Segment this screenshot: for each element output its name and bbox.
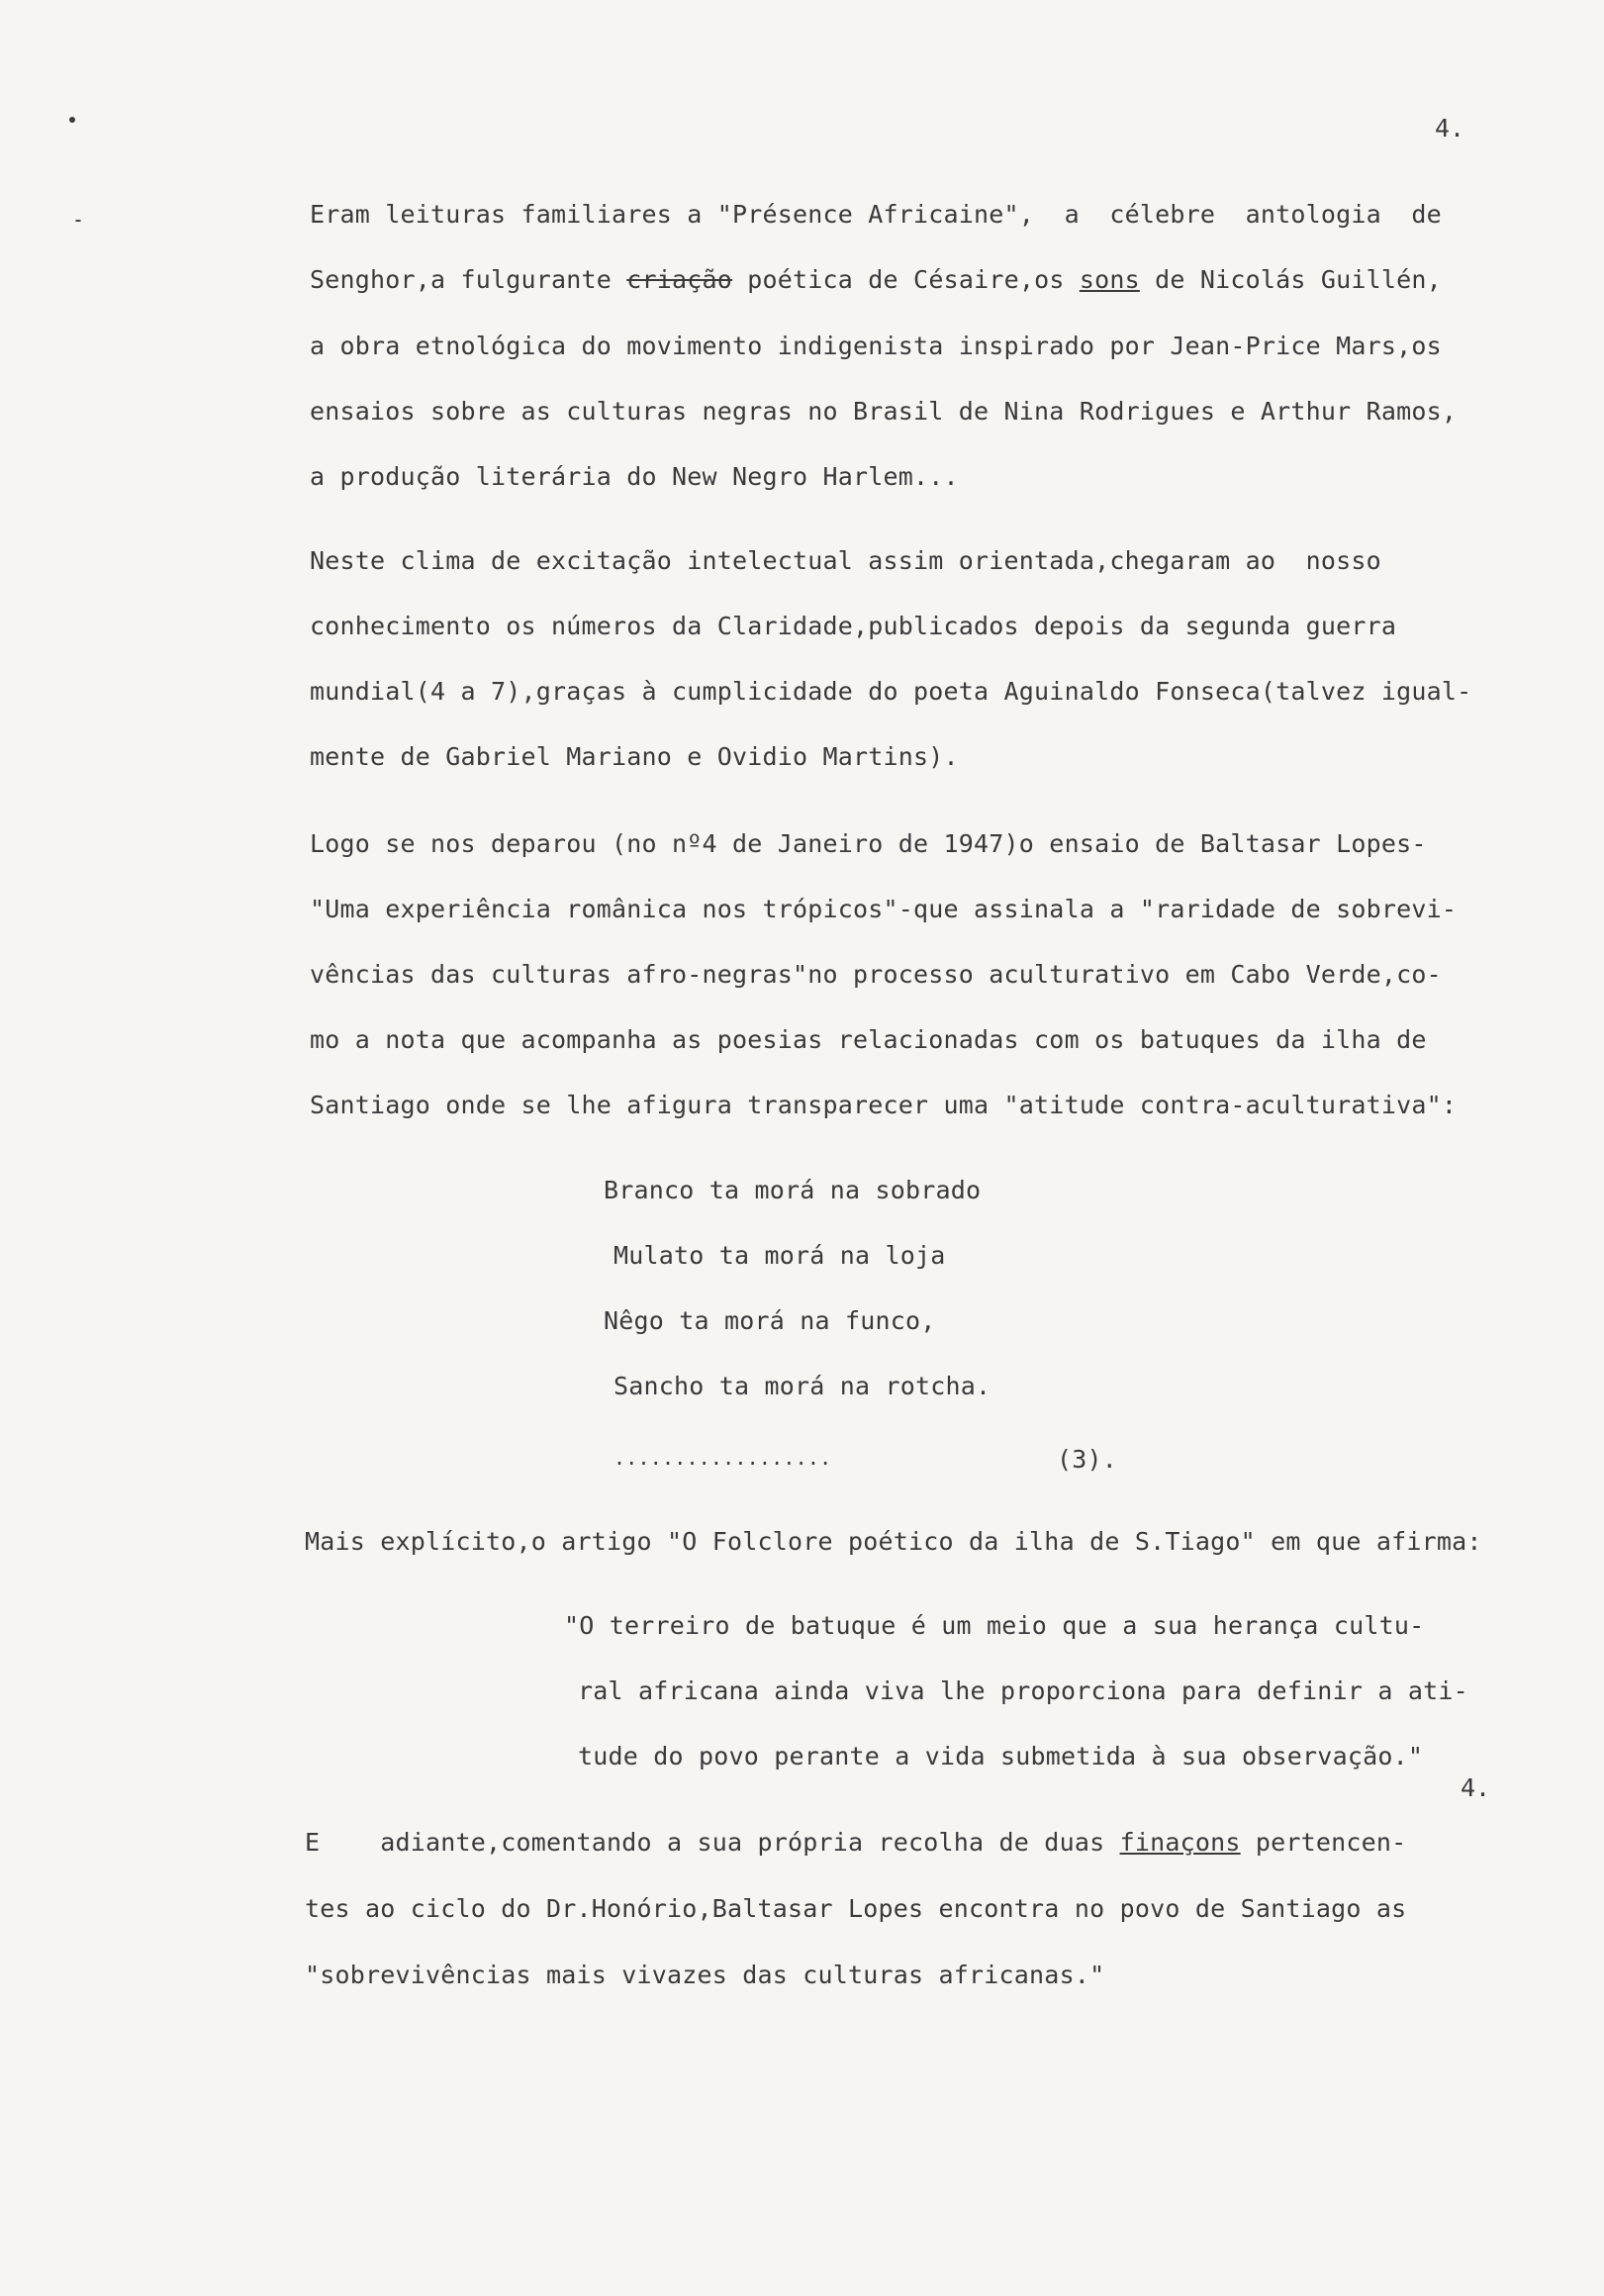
paragraph-1-line-4: ensaios sobre as culturas negras no Brasil de Nina Rodrigues e Arthur Ramos,	[310, 397, 1458, 426]
ink-speck	[75, 220, 81, 222]
paragraph-5-line-2: tes ao ciclo do Dr.Honório,Baltasar Lopes encontra no povo de Santiago as	[305, 1894, 1407, 1923]
paragraph-3-line-3: vências das culturas afro-negras"no processo aculturativo em Cabo Verde,co-	[310, 960, 1442, 989]
struck-word: criação	[626, 265, 733, 294]
verse-line-1: Branco ta morá na sobrado	[604, 1176, 982, 1204]
text-segment: poética de Césaire,os	[732, 265, 1080, 294]
paragraph-1-line-3: a obra etnológica do movimento indigenista inspirado por Jean-Price Mars,os	[310, 332, 1442, 360]
quote-line-1: "O terreiro de batuque é um meio que a sua herança cultu-	[564, 1611, 1425, 1640]
verse-reference: (3).	[1057, 1445, 1118, 1474]
paragraph-2-line-2: conhecimento os números da Claridade,publicados depois da segunda guerra	[310, 612, 1397, 640]
paragraph-3-line-5: Santiago onde se lhe afigura transparecer uma "atitude contra-aculturativa":	[310, 1091, 1458, 1119]
page-number-side: 4.	[1461, 1773, 1491, 1802]
verse-ellipsis: ..................	[613, 1446, 832, 1470]
paragraph-1-line-1: Eram leituras familiares a "Présence Africaine", a célebre antologia de	[310, 200, 1442, 229]
paragraph-5-line-3: "sobrevivências mais vivazes das culturas africanas."	[305, 1961, 1105, 1989]
text-segment: Senghor,a fulgurante	[310, 265, 627, 294]
ink-speck	[69, 117, 75, 123]
underlined-word: finaçons	[1119, 1828, 1241, 1857]
paragraph-3-line-4: mo a nota que acompanha as poesias relacionadas com os batuques da ilha de	[310, 1025, 1427, 1054]
paragraph-1-line-2	[310, 265, 1442, 295]
page-number-top: 4.	[1435, 114, 1465, 143]
paragraph-4-line-1: Mais explícito,o artigo "O Folclore poético da ilha de S.Tiago" em que afirma:	[305, 1527, 1482, 1556]
quote-line-2: ral africana ainda viva lhe proporciona para definir a ati-	[578, 1676, 1468, 1705]
text-segment: pertencen-	[1240, 1828, 1407, 1857]
paragraph-2-line-1: Neste clima de excitação intelectual assim orientada,chegaram ao nosso	[310, 546, 1381, 575]
paragraph-3-line-1: Logo se nos deparou (no nº4 de Janeiro de 1947)o ensaio de Baltasar Lopes-	[310, 829, 1427, 858]
verse-line-3: Nêgo ta morá na funco,	[604, 1306, 936, 1335]
text-segment: E adiante,comentando a sua própria recolha de duas	[305, 1828, 1120, 1857]
verse-line-2: Mulato ta morá na loja	[613, 1241, 946, 1270]
verse-line-4: Sancho ta morá na rotcha.	[613, 1372, 991, 1400]
paragraph-5-line-1	[305, 1828, 1406, 1858]
paragraph-2-line-3: mundial(4 a 7),graças à cumplicidade do poeta Aguinaldo Fonseca(talvez igual-	[310, 677, 1472, 706]
paragraph-1-line-5: a produção literária do New Negro Harlem...	[310, 462, 959, 491]
underlined-word: sons	[1079, 265, 1140, 294]
paragraph-2-line-4: mente de Gabriel Mariano e Ovidio Martins).	[310, 742, 959, 771]
paragraph-3-line-2: "Uma experiência românica nos trópicos"-que assinala a "raridade de sobrevi-	[310, 895, 1458, 923]
quote-line-3: tude do povo perante a vida submetida à sua observação."	[578, 1742, 1424, 1770]
text-segment: de Nicolás Guillén,	[1139, 265, 1442, 294]
